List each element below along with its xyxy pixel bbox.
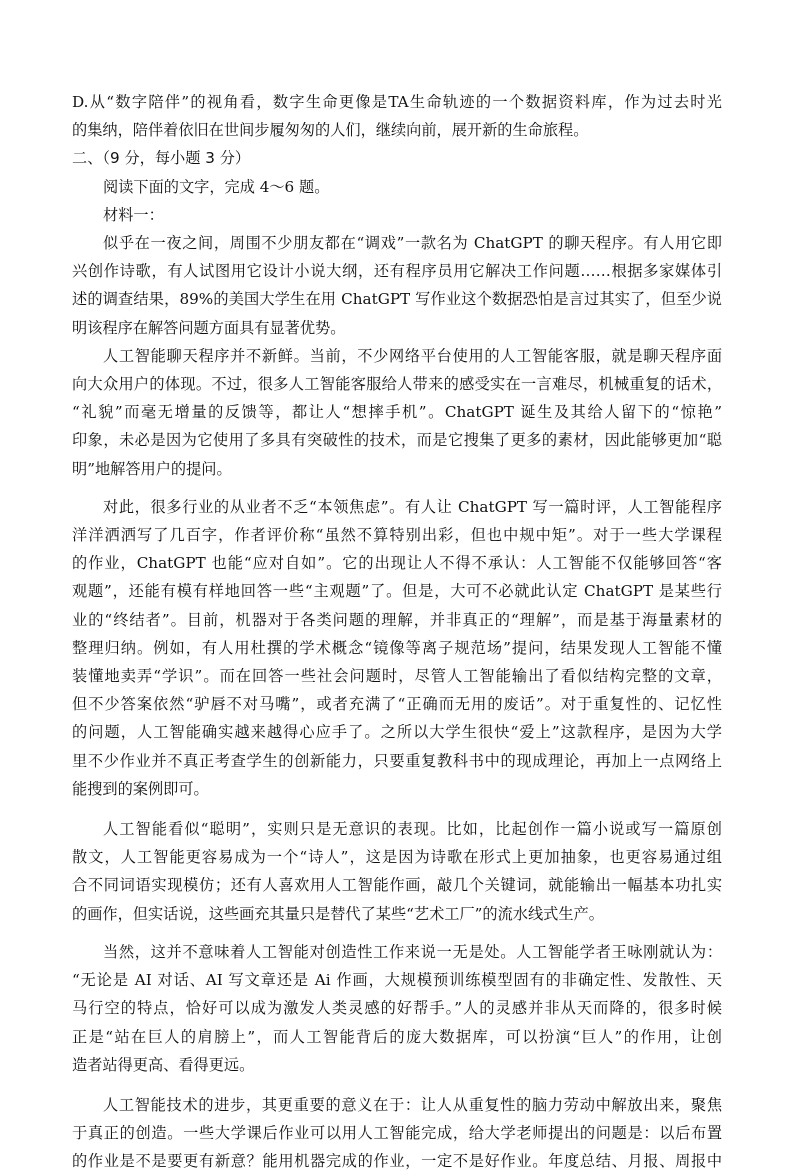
material-title: 材料一： bbox=[103, 205, 164, 224]
text-line: 洋洋洒洒写了几百字，作者评价称“虽然不算特别出彩，但也中规中矩”。对于一些大学课程 bbox=[72, 526, 722, 545]
text-line: 对此，很多行业的从业者不乏“本领焦虑”。有人让 ChatGPT 写一篇时评，人工智能程序 bbox=[103, 497, 722, 516]
text-line: 造者站得更高、看得更远。 bbox=[72, 1055, 255, 1074]
text-line: 合不同词语实现模仿；还有人喜欢用人工智能作画，敲几个关键词，就能输出一幅基本功扎实 bbox=[72, 876, 722, 895]
text-line: 人工智能技术的进步，其更重要的意义在于：让人从重复性的脑力劳动中解放出来，聚焦 bbox=[103, 1095, 722, 1114]
text-line: 正是“站在巨人的肩膀上”，而人工智能背后的庞大数据库，可以扮演“巨人”的作用，让创 bbox=[72, 1027, 722, 1046]
text-line: “礼貌”而毫无增量的反馈等，都让人“想摔手机”。ChatGPT 诞生及其给人留下的“惊艳” bbox=[72, 403, 722, 422]
instruction: 阅读下面的文字，完成 4～6 题。 bbox=[103, 177, 330, 196]
text-line: 的作业是不是要更有新意？能用机器完成的作业，一定不是好作业。年度总结、月报、周报中 bbox=[72, 1152, 722, 1171]
document-body bbox=[72, 88, 722, 1176]
text-line: 于真正的创造。一些大学课后作业可以用人工智能完成，给大学老师提出的问题是：以后布置 bbox=[72, 1124, 722, 1143]
text-line: 述的调查结果，89%的美国大学生在用 ChatGPT 写作业这个数据恐怕是言过其实了，但至少说 bbox=[72, 290, 722, 309]
text-line: 人工智能聊天程序并不新鲜。当前，不少网络平台使用的人工智能客服，就是聊天程序面 bbox=[103, 346, 722, 365]
text-line: 明该程序在解答问题方面具有显著优势。 bbox=[72, 318, 346, 337]
text-line: 向大众用户的体现。不过，很多人工智能客服给人带来的感受实在一言难尽，机械重复的话术， bbox=[72, 375, 722, 394]
paragraph-1 bbox=[72, 229, 722, 342]
text-line: 当然，这并不意味着人工智能对创造性工作来说一无是处。人工智能学者王咏刚就认为： bbox=[103, 942, 722, 961]
text-line: “无论是 AI 对话、AI 写文章还是 Ai 作画，大规模预训练模型固有的非确定性、发散性、天 bbox=[72, 971, 722, 990]
text-line: 装懂地卖弄“学识”。而在回答一些社会问题时，尽管人工智能输出了看似结构完整的文章， bbox=[72, 667, 722, 686]
paragraph-6 bbox=[72, 1091, 722, 1176]
text-line: 明”地解答用户的提问。 bbox=[72, 459, 232, 478]
paragraph-3 bbox=[72, 493, 722, 803]
option-d-line-2: 的集纳，陪伴着依旧在世间步履匆匆的人们，继续向前，展开新的生命旅程。 bbox=[72, 121, 589, 140]
text-line: 里不少作业并不真正考查学生的创新能力，只要重复教科书中的现成理论，再加上一点网络上 bbox=[72, 751, 722, 770]
text-line: 但不少答案依然“驴唇不对马嘴”，或者充满了“正确而无用的废话”。对于重复性的、记忆性 bbox=[72, 695, 722, 714]
paragraph-5 bbox=[72, 938, 722, 1079]
paragraph-2 bbox=[72, 342, 722, 483]
text-line: 的问题，人工智能确实越来越得心应手了。之所以大学生很快“爱上”这款程序，是因为大学 bbox=[72, 723, 722, 742]
text-line: 似乎在一夜之间，周围不少朋友都在“调戏”一款名为 ChatGPT 的聊天程序。有人用它即 bbox=[103, 234, 722, 253]
text-line: 能搜到的案例即可。 bbox=[72, 779, 209, 798]
option-d-line-1: D.从“数字陪伴”的视角看，数字生命更像是TA生命轨迹的一个数据资料库，作为过去时光 bbox=[72, 93, 722, 111]
text-line: 兴创作诗歌，有人试图用它设计小说大纲，还有程序员用它解决工作问题……根据多家媒体引 bbox=[72, 262, 722, 281]
text-line: 人工智能看似“聪明”，实则只是无意识的表现。比如，比起创作一篇小说或写一篇原创 bbox=[103, 820, 722, 839]
text-line: 观题”，还能有模有样地回答一些“主观题”了。但是，大可不必就此认定 ChatGPT 是某些行 bbox=[72, 582, 722, 601]
text-line: 印象，未必是因为它使用了多具有突破性的技术，而是它搜集了更多的素材，因此能够更加“聪 bbox=[72, 431, 722, 450]
text-line: 整理归纳。例如，有人用杜撰的学术概念“镜像等离子规范场”提问，结果发现人工智能不懂 bbox=[72, 638, 722, 657]
paragraph-4 bbox=[72, 815, 722, 928]
section-heading: 二、（9 分，每小题 3 分） bbox=[72, 149, 251, 168]
text-line: 的画作，但实话说，这些画充其量只是替代了某些“艺术工厂”的流水线式生产。 bbox=[72, 904, 604, 923]
text-line: 散文，人工智能更容易成为一个“诗人”，这是因为诗歌在形式上更加抽象，也更容易通过组 bbox=[72, 848, 722, 867]
text-line: 业的“终结者”。目前，机器对于各类问题的理解，并非真正的“理解”，而是基于海量素材的 bbox=[72, 610, 722, 629]
text-line: 马行空的特点，恰好可以成为激发人类灵感的好帮手。”人的灵感并非从天而降的，很多时候 bbox=[72, 999, 722, 1018]
text-line: 的作业，ChatGPT 也能“应对自如”。它的出现让人不得不承认：人工智能不仅能够回答“客 bbox=[72, 554, 722, 573]
